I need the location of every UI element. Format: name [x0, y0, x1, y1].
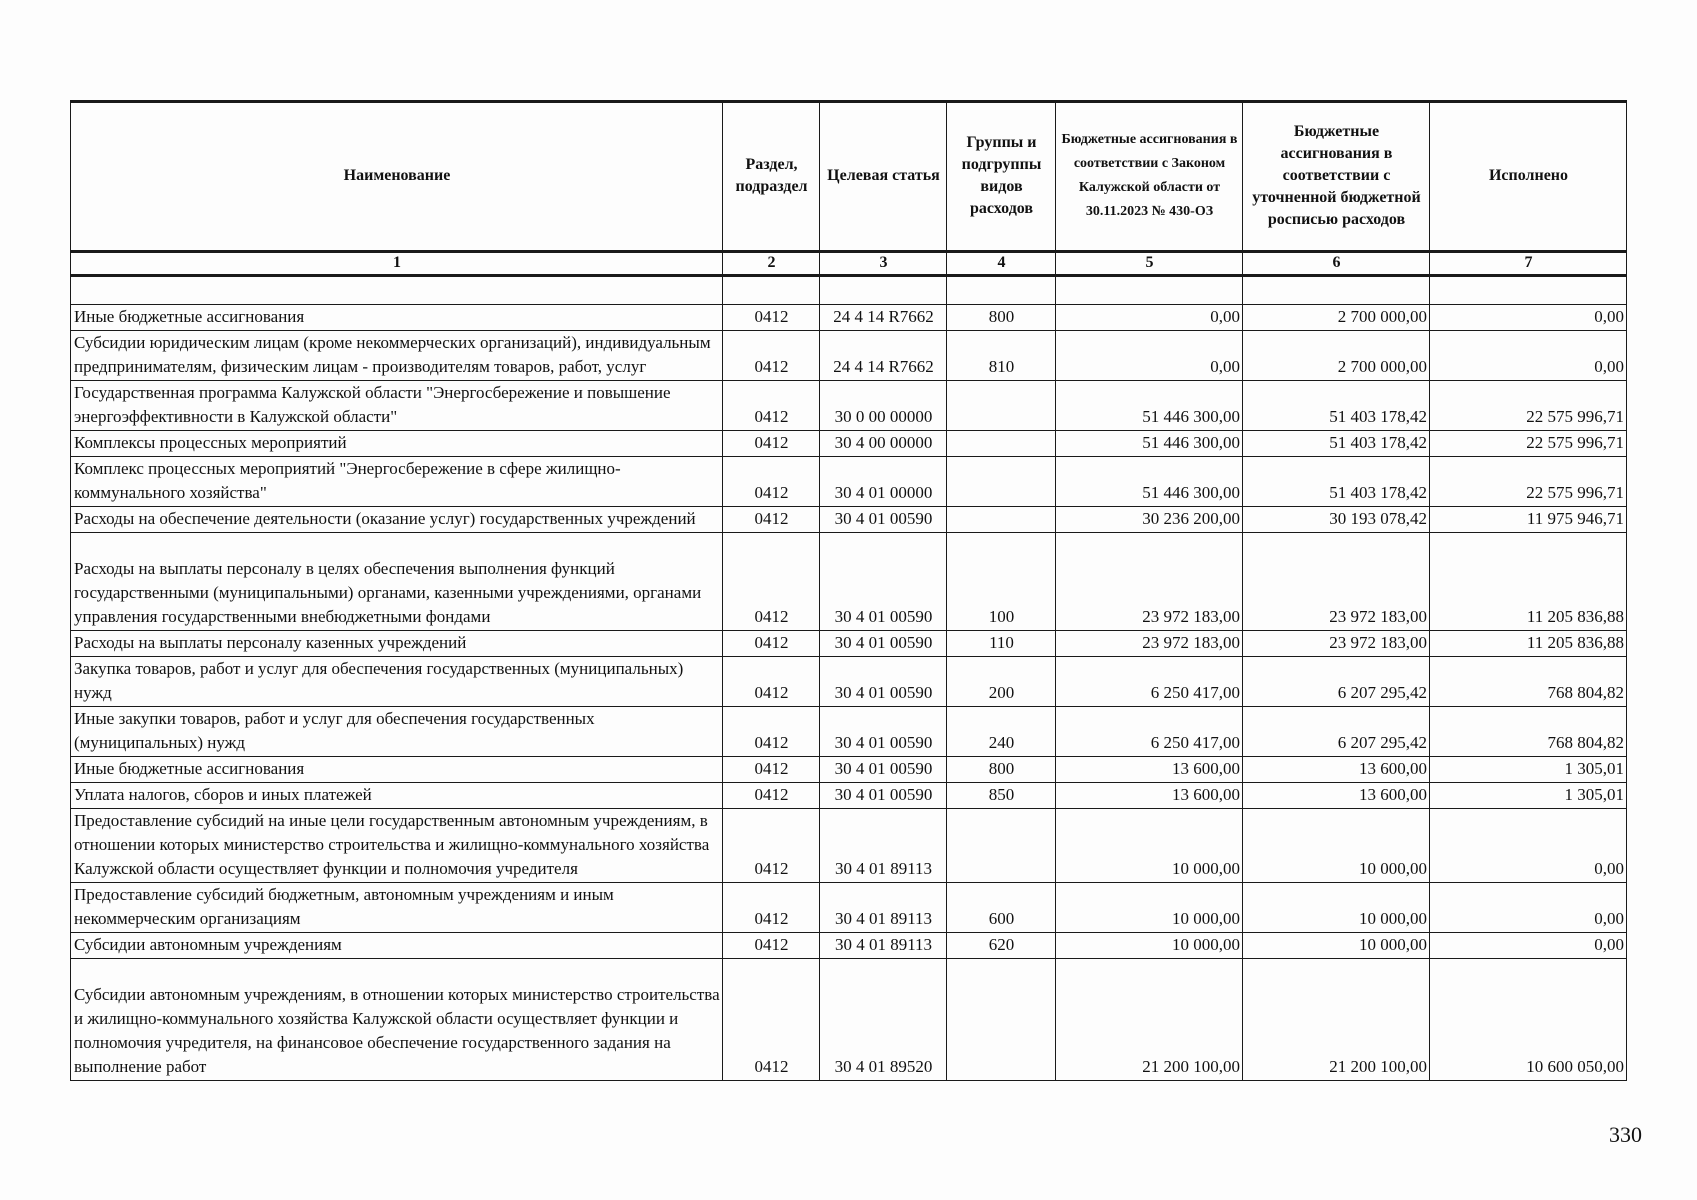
row-section: 0412 [723, 331, 820, 381]
row-section: 0412 [723, 507, 820, 533]
row-section: 0412 [723, 657, 820, 707]
row-refined: 10 000,00 [1243, 809, 1430, 883]
row-done: 11 975 946,71 [1430, 507, 1627, 533]
row-refined: 13 600,00 [1243, 783, 1430, 809]
row-law: 51 446 300,00 [1056, 431, 1243, 457]
row-section: 0412 [723, 883, 820, 933]
row-group: 240 [947, 707, 1056, 757]
row-name: Комплексы процессных мероприятий [71, 431, 723, 457]
row-refined: 6 207 295,42 [1243, 707, 1430, 757]
header-target: Целевая статья [820, 102, 947, 252]
table-row [71, 631, 1627, 657]
row-law: 21 200 100,00 [1056, 959, 1243, 1081]
row-done: 768 804,82 [1430, 707, 1627, 757]
row-target: 30 0 00 00000 [820, 381, 947, 431]
row-section: 0412 [723, 457, 820, 507]
table-row [71, 883, 1627, 933]
row-group: 100 [947, 533, 1056, 631]
row-law: 10 000,00 [1056, 809, 1243, 883]
table-row [71, 809, 1627, 883]
row-group: 110 [947, 631, 1056, 657]
row-group: 800 [947, 757, 1056, 783]
row-target: 24 4 14 R7662 [820, 305, 947, 331]
row-name: Уплата налогов, сборов и иных платежей [71, 783, 723, 809]
row-done: 22 575 996,71 [1430, 381, 1627, 431]
header-group: Группы и подгруппы видов расходов [947, 102, 1056, 252]
column-number: 3 [820, 252, 947, 276]
row-target: 30 4 00 00000 [820, 431, 947, 457]
row-section: 0412 [723, 431, 820, 457]
row-done: 0,00 [1430, 883, 1627, 933]
row-target: 30 4 01 89113 [820, 933, 947, 959]
row-group [947, 959, 1056, 1081]
row-name: Иные бюджетные ассигнования [71, 305, 723, 331]
row-refined: 2 700 000,00 [1243, 331, 1430, 381]
row-name: Иные бюджетные ассигнования [71, 757, 723, 783]
row-target: 30 4 01 89113 [820, 883, 947, 933]
row-refined: 51 403 178,42 [1243, 457, 1430, 507]
row-done: 10 600 050,00 [1430, 959, 1627, 1081]
budget-table [70, 100, 1627, 1081]
row-section: 0412 [723, 305, 820, 331]
row-section: 0412 [723, 783, 820, 809]
row-refined: 23 972 183,00 [1243, 631, 1430, 657]
table-row [71, 933, 1627, 959]
row-group [947, 507, 1056, 533]
header-row [71, 102, 1627, 252]
row-law: 10 000,00 [1056, 933, 1243, 959]
table-row [71, 757, 1627, 783]
row-name: Государственная программа Калужской области "Энергосбережение и повышение энергоэффективности в Калужской области" [71, 381, 723, 431]
row-group: 810 [947, 331, 1056, 381]
header-name: Наименование [71, 102, 723, 252]
row-law: 30 236 200,00 [1056, 507, 1243, 533]
page-number: 330 [1609, 1122, 1642, 1147]
column-number: 6 [1243, 252, 1430, 276]
column-number-row [71, 252, 1627, 276]
row-done: 0,00 [1430, 809, 1627, 883]
row-name: Расходы на выплаты персоналу в целях обеспечения выполнения функций государственными (муниципальными) органами, казенными учреждениями, органами управления государственными внебюджетными фондами [71, 533, 723, 631]
row-group [947, 431, 1056, 457]
row-target: 30 4 01 00590 [820, 631, 947, 657]
table-row [71, 305, 1627, 331]
row-name: Предоставление субсидий на иные цели государственным автономным учреждениям, в отношении которых министерство строительства и жилищно-коммунального хозяйства Калужской области осуществляет функции и полномочия учредителя [71, 809, 723, 883]
row-target: 30 4 01 00590 [820, 707, 947, 757]
row-refined: 10 000,00 [1243, 933, 1430, 959]
column-number: 4 [947, 252, 1056, 276]
row-law: 23 972 183,00 [1056, 533, 1243, 631]
row-refined: 21 200 100,00 [1243, 959, 1430, 1081]
table-row [71, 959, 1627, 1081]
row-group: 200 [947, 657, 1056, 707]
row-done: 11 205 836,88 [1430, 533, 1627, 631]
row-target: 30 4 01 89113 [820, 809, 947, 883]
row-group: 600 [947, 883, 1056, 933]
row-done: 22 575 996,71 [1430, 431, 1627, 457]
row-name: Субсидии юридическим лицам (кроме некоммерческих организаций), индивидуальным предпринимателям, физическим лицам - производителям товаров, работ, услуг [71, 331, 723, 381]
row-done: 0,00 [1430, 933, 1627, 959]
row-name: Расходы на обеспечение деятельности (оказание услуг) государственных учреждений [71, 507, 723, 533]
row-section: 0412 [723, 707, 820, 757]
row-law: 13 600,00 [1056, 783, 1243, 809]
row-law: 0,00 [1056, 331, 1243, 381]
table-row [71, 507, 1627, 533]
row-name: Предоставление субсидий бюджетным, автономным учреждениям и иным некоммерческим организациям [71, 883, 723, 933]
row-section: 0412 [723, 381, 820, 431]
row-done: 22 575 996,71 [1430, 457, 1627, 507]
table-row [71, 457, 1627, 507]
row-target: 30 4 01 00590 [820, 533, 947, 631]
row-done: 1 305,01 [1430, 783, 1627, 809]
header-refined: Бюджетные ассигнования в соответствии с уточненной бюджетной росписью расходов [1243, 102, 1430, 252]
column-number: 7 [1430, 252, 1627, 276]
row-target: 30 4 01 00590 [820, 657, 947, 707]
column-number: 5 [1056, 252, 1243, 276]
row-refined: 30 193 078,42 [1243, 507, 1430, 533]
row-done: 768 804,82 [1430, 657, 1627, 707]
row-law: 51 446 300,00 [1056, 457, 1243, 507]
row-target: 30 4 01 00590 [820, 757, 947, 783]
row-name: Иные закупки товаров, работ и услуг для обеспечения государственных (муниципальных) нужд [71, 707, 723, 757]
row-law: 0,00 [1056, 305, 1243, 331]
row-law: 10 000,00 [1056, 883, 1243, 933]
spacer-row [71, 276, 1627, 305]
table-row [71, 707, 1627, 757]
row-name: Закупка товаров, работ и услуг для обеспечения государственных (муниципальных) нужд [71, 657, 723, 707]
row-refined: 6 207 295,42 [1243, 657, 1430, 707]
table-row [71, 657, 1627, 707]
row-done: 1 305,01 [1430, 757, 1627, 783]
row-target: 30 4 01 89520 [820, 959, 947, 1081]
header-law: Бюджетные ассигнования в соответствии с Законом Калужской области от 30.11.2023 № 430-ОЗ [1056, 102, 1243, 252]
row-section: 0412 [723, 959, 820, 1081]
row-target: 24 4 14 R7662 [820, 331, 947, 381]
row-refined: 51 403 178,42 [1243, 381, 1430, 431]
row-name: Субсидии автономным учреждениям, в отношении которых министерство строительства и жилищно-коммунального хозяйства Калужской области осуществляет функции и полномочия учредителя, на финансовое обеспечение государственного задания на выполнение работ [71, 959, 723, 1081]
row-done: 0,00 [1430, 331, 1627, 381]
row-section: 0412 [723, 809, 820, 883]
row-group: 800 [947, 305, 1056, 331]
header-section: Раздел, подраздел [723, 102, 820, 252]
row-name: Субсидии автономным учреждениям [71, 933, 723, 959]
row-target: 30 4 01 00590 [820, 507, 947, 533]
column-number: 2 [723, 252, 820, 276]
row-target: 30 4 01 00590 [820, 783, 947, 809]
row-law: 6 250 417,00 [1056, 657, 1243, 707]
row-refined: 2 700 000,00 [1243, 305, 1430, 331]
row-name: Комплекс процессных мероприятий "Энергосбережение в сфере жилищно-коммунального хозяйства" [71, 457, 723, 507]
table-row [71, 431, 1627, 457]
row-done: 0,00 [1430, 305, 1627, 331]
row-group [947, 809, 1056, 883]
row-refined: 51 403 178,42 [1243, 431, 1430, 457]
row-group [947, 457, 1056, 507]
row-refined: 23 972 183,00 [1243, 533, 1430, 631]
row-done: 11 205 836,88 [1430, 631, 1627, 657]
row-section: 0412 [723, 933, 820, 959]
row-law: 23 972 183,00 [1056, 631, 1243, 657]
header-done: Исполнено [1430, 102, 1627, 252]
row-target: 30 4 01 00000 [820, 457, 947, 507]
row-group: 850 [947, 783, 1056, 809]
row-law: 6 250 417,00 [1056, 707, 1243, 757]
row-refined: 13 600,00 [1243, 757, 1430, 783]
row-refined: 10 000,00 [1243, 883, 1430, 933]
table-row [71, 533, 1627, 631]
row-law: 13 600,00 [1056, 757, 1243, 783]
row-section: 0412 [723, 631, 820, 657]
table-row [71, 331, 1627, 381]
row-law: 51 446 300,00 [1056, 381, 1243, 431]
row-section: 0412 [723, 757, 820, 783]
row-section: 0412 [723, 533, 820, 631]
row-name: Расходы на выплаты персоналу казенных учреждений [71, 631, 723, 657]
row-group [947, 381, 1056, 431]
row-group: 620 [947, 933, 1056, 959]
table-row [71, 381, 1627, 431]
table-row [71, 783, 1627, 809]
column-number: 1 [71, 252, 723, 276]
